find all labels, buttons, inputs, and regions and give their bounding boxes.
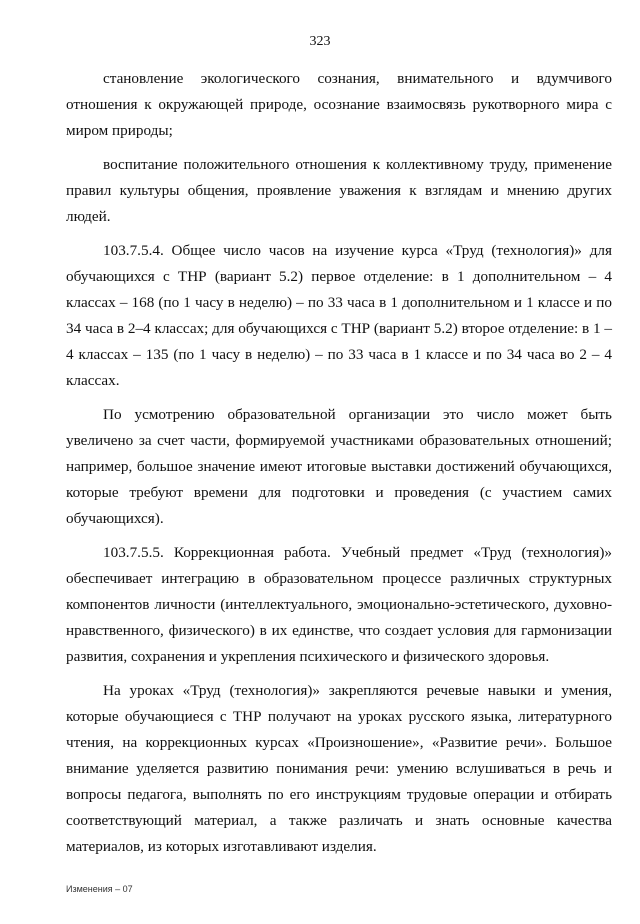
paragraph-2: воспитание положительного отношения к коллективному труду, применение правил культуры общения, проявление уважения к взглядам и мнению других людей. <box>66 156 612 225</box>
paragraph-6: На уроках «Труд (технология)» закрепляются речевые навыки и умения, которые обучающиеся с ТНР получают на уроках русского языка, литературного чтения, на коррекционных курсах «Произношение», «Развитие речи». Большое внимание уделяется развитию понимания речи: умению вслушиваться в речь и вопросы педагога, выполнять по его инструкциям трудовые операции и отбирать соответствующий материал, а также различать и знать основные качества материалов, из которых изготавливают изделия. <box>66 682 612 855</box>
page-number: 323 <box>309 34 331 49</box>
paragraph-3: 103.7.5.4. Общее число часов на изучение курса «Труд (технология)» для обучающихся с ТНР (вариант 5.2) первое отделение: в 1 дополнительном – 4 классах – 168 (по 1 часу в неделю) – по 33 часа в 1 дополнительном и 1 классе и по 34 часа в 2–4 классах; для обучающихся с ТНР (вариант 5.2) второе отделение: в 1 – 4 классах – 135 (по 1 часу в неделю) – по 33 часа в 1 классе и по 34 часа во 2 – 4 классах. <box>66 242 612 389</box>
document-body <box>66 66 612 868</box>
paragraph-5: 103.7.5.5. Коррекционная работа. Учебный предмет «Труд (технология)» обеспечивает интеграцию в образовательном процессе различных структурных компонентов личности (интеллектуального, эмоционально-эстетического, духовно-нравственного, физического) в их единстве, что создает условия для гармонизации развития, сохранения и укрепления психического и физического здоровья. <box>66 544 612 665</box>
paragraph-4: По усмотрению образовательной организации это число может быть увеличено за счет части, формируемой участниками образовательных отношений; например, большое значение имеют итоговые выставки достижений обучающихся, которые требуют времени для подготовки и проведения (с участием самих обучающихся). <box>66 406 612 527</box>
paragraph-1: становление экологического сознания, внимательного и вдумчивого отношения к окружающей природе, осознание взаимосвязь рукотворного мира с миром природы; <box>66 70 612 139</box>
footer-note: Изменения – 07 <box>66 884 133 894</box>
